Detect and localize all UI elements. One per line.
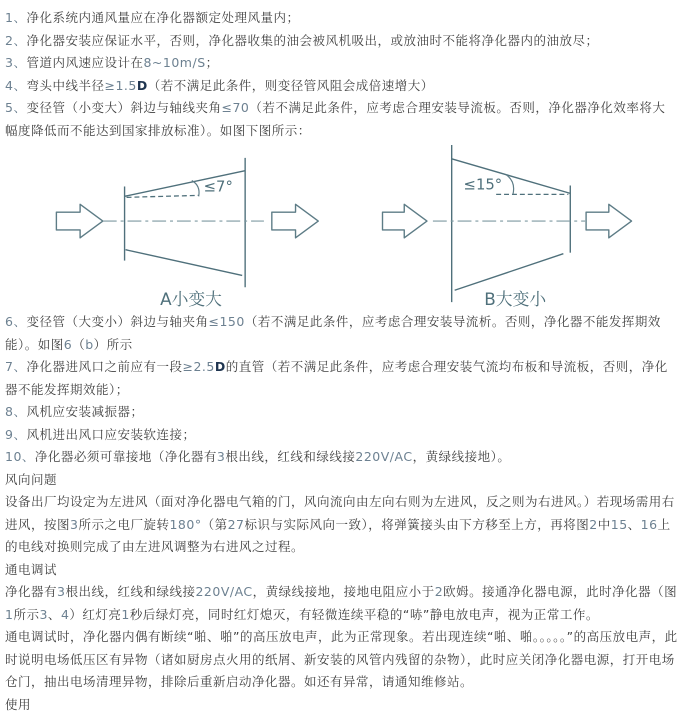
item-6-segment: （若不满足此条件，应考虑合理安装导流析。否则，净化器不能发挥期效能）。如图	[5, 314, 661, 352]
para-power-on-test-1-segment: 1	[121, 606, 130, 622]
item-6	[5, 311, 678, 356]
item-4	[5, 75, 678, 98]
item-9	[5, 424, 678, 447]
para-wind-direction-segment: 15	[610, 516, 628, 532]
heading-power-on-test-segment: 通电调试	[5, 561, 58, 577]
heading-usage	[5, 694, 678, 716]
item-5-segment: 5、	[5, 100, 27, 115]
para-power-on-test-1-segment: 4	[60, 606, 70, 622]
item-9-segment: 风机进出风口应安装软连接；	[26, 426, 196, 442]
para-wind-direction-segment: 27	[227, 516, 245, 532]
item-7-segment: 的直管（若不满足此条件，应考虑合理安装气流均布板和导流板，否则，净化器不能发挥期效能）；	[5, 359, 668, 397]
item-5	[5, 97, 678, 142]
flow-arrow-right-icon	[272, 204, 318, 238]
item-4-segment: ≥1.5	[104, 77, 137, 93]
heading-wind-direction-segment: 风向问题	[5, 471, 58, 487]
item-10-segment: 净化器必须可靠接地（净化器有	[34, 449, 217, 464]
item-7-segment: D	[214, 359, 226, 374]
para-wind-direction-segment: （第	[201, 516, 228, 532]
diagram-a-caption: A小变大	[160, 289, 222, 310]
flow-arrow-left-icon	[383, 204, 427, 238]
item-8-segment: 风机应安装减振器；	[26, 404, 144, 419]
item-3-segment: 管道内风速应设计在	[26, 55, 144, 70]
cone-a-angle-arc	[192, 181, 199, 197]
para-power-on-test-1-segment: 2	[434, 584, 444, 599]
para-power-on-test-1-segment: 3	[57, 584, 66, 599]
para-power-on-test-1-segment: 秒后绿灯亮，同时红灯熄灭，有轻微连续平稳的“哧”静电放电声，视为正常工作。	[129, 606, 599, 622]
para-power-on-test-1-segment: 所示	[13, 606, 40, 622]
item-10	[5, 446, 678, 469]
item-10-segment: 根出线，红线和绿线接	[225, 449, 356, 464]
para-wind-direction-segment: 180°	[169, 516, 202, 532]
cone-b-bottom-slant	[455, 254, 564, 291]
heading-usage-segment: 使用	[5, 696, 32, 712]
diagram-a-small-to-large	[5, 143, 341, 310]
para-power-on-test-1-segment: 1	[5, 606, 14, 622]
item-6-segment: 变径管（大变小）斜边与轴夹角	[26, 314, 209, 329]
item-5-segment: ≤70	[221, 100, 250, 115]
item-6-segment: b	[85, 336, 94, 352]
item-9-segment: 9、	[5, 426, 27, 442]
para-power-on-test-2	[5, 626, 678, 694]
para-wind-direction-segment: 中	[597, 516, 611, 532]
instructions-bottom	[5, 311, 678, 716]
cone-a-bottom-slant	[126, 250, 243, 276]
cone-b-angle-label: ≤15°	[463, 176, 503, 194]
item-5-segment: 变径管（小变大）斜边与轴线夹角	[26, 100, 222, 115]
item-3-segment: 8~10m/S	[143, 55, 206, 70]
item-6-segment: 6	[63, 336, 73, 352]
item-4-segment: 4、	[5, 77, 27, 93]
item-6-segment: （	[72, 336, 86, 352]
para-power-on-test-1-segment: 220V/AC	[195, 584, 253, 599]
item-4-segment: 弯头中线半径	[26, 77, 105, 93]
cone-b-angle-arc	[506, 175, 514, 195]
para-power-on-test-1-segment: ，黄绿线接地，接地电阻应小于	[252, 584, 435, 599]
para-power-on-test-1-segment: 、	[47, 606, 61, 622]
flow-arrow-right-icon	[586, 204, 631, 238]
para-power-on-test-1	[5, 581, 678, 626]
item-10-segment: 10、	[5, 449, 35, 464]
item-4-segment: D	[136, 77, 148, 93]
item-1-segment: 净化系统内通风量应在净化器额定处理风量内；	[26, 10, 300, 25]
para-wind-direction-segment: 2	[589, 516, 598, 532]
item-2-segment: 净化器安装应保证水平，否则，净化器收集的油会被风机吸出，或放油时不能将净化器内的油放尽；	[26, 32, 599, 48]
item-7	[5, 356, 678, 401]
para-power-on-test-1-segment: 根出线，红线和绿线接	[65, 584, 196, 599]
para-power-on-test-1-segment: ）红灯亮	[69, 606, 122, 622]
item-3	[5, 52, 678, 75]
para-wind-direction-segment: 上的电线对换则完成了由左进风调整为右进风之过程。	[5, 516, 671, 554]
para-wind-direction-segment: 16	[640, 516, 658, 532]
item-10-segment: 220V/AC	[355, 449, 413, 464]
item-4-segment: （若不满足此条件，则变径管风阻会成倍速增大）	[147, 77, 434, 93]
para-wind-direction-segment: 3	[70, 516, 79, 532]
heading-wind-direction	[5, 469, 678, 492]
item-1	[5, 7, 678, 30]
item-6-segment: ）所示	[93, 336, 133, 352]
item-8-segment: 8、	[5, 404, 27, 419]
item-1-segment: 1、	[5, 10, 27, 25]
duct-transition-diagrams	[5, 143, 678, 310]
para-power-on-test-1-segment: 净化器有	[5, 584, 58, 599]
para-wind-direction	[5, 491, 678, 559]
para-wind-direction-segment: 、	[627, 516, 641, 532]
para-power-on-test-1-segment: 3	[39, 606, 48, 622]
item-8	[5, 401, 678, 424]
item-10-segment: ，黄绿线接地）。	[412, 449, 511, 464]
item-6-segment: ≤150	[208, 314, 245, 329]
para-wind-direction-segment: 标识与实际风向一致），将弹簧接头由下方移至上方，再将图	[244, 516, 590, 532]
diagram-b-caption: B大变小	[484, 289, 547, 310]
para-wind-direction-segment: 所示之电厂旋转	[78, 516, 170, 532]
para-power-on-test-1-segment: 欧姆。接通净化器电源，此时净化器（图	[443, 584, 678, 599]
cone-a-angle-label: ≤7°	[203, 178, 233, 196]
para-power-on-test-2-segment: 通电调试时，净化器内偶有断续“啪、啪”的高压放电声，此为正常现象。若出现连续“啪、啪。。。。。”的高压放电声，此时说明电场低压区有异物（诸如厨房点火用的纸屑、新安装的风管内残留的杂物），此时应关闭净化器电源，打开电场仓门，抽出电场清理异物，排除后重新启动净化器。如还有异常，请通知维修站。	[5, 629, 678, 689]
item-7-segment: ≥2.5	[182, 359, 215, 374]
item-7-segment: 7、	[5, 359, 27, 374]
heading-power-on-test	[5, 559, 678, 582]
item-3-segment: ；	[205, 55, 219, 70]
flow-arrow-left-icon	[56, 204, 102, 238]
item-2	[5, 30, 678, 53]
cone-a-angle-reference-line	[127, 195, 199, 197]
item-7-segment: 净化器进风口之前应有一段	[26, 359, 183, 374]
item-2-segment: 2、	[5, 32, 27, 48]
instructions-top	[5, 7, 678, 142]
item-10-segment: 3	[216, 449, 226, 464]
item-5-segment: （若不满足此条件，应考虑合理安装导流板。否则，净化器净化效率将大幅度降低而不能达到国家排放标准）。如图下图所示：	[5, 100, 666, 138]
diagram-b-large-to-small	[341, 143, 678, 310]
item-6-segment: 6、	[5, 314, 27, 329]
item-3-segment: 3、	[5, 55, 27, 70]
para-wind-direction-segment: 设备出厂均设定为左进风（面对净化器电气箱的门，风向流向由左向右则为左进风，反之则为右进风。）若现场需用右进风，按图	[5, 494, 675, 532]
